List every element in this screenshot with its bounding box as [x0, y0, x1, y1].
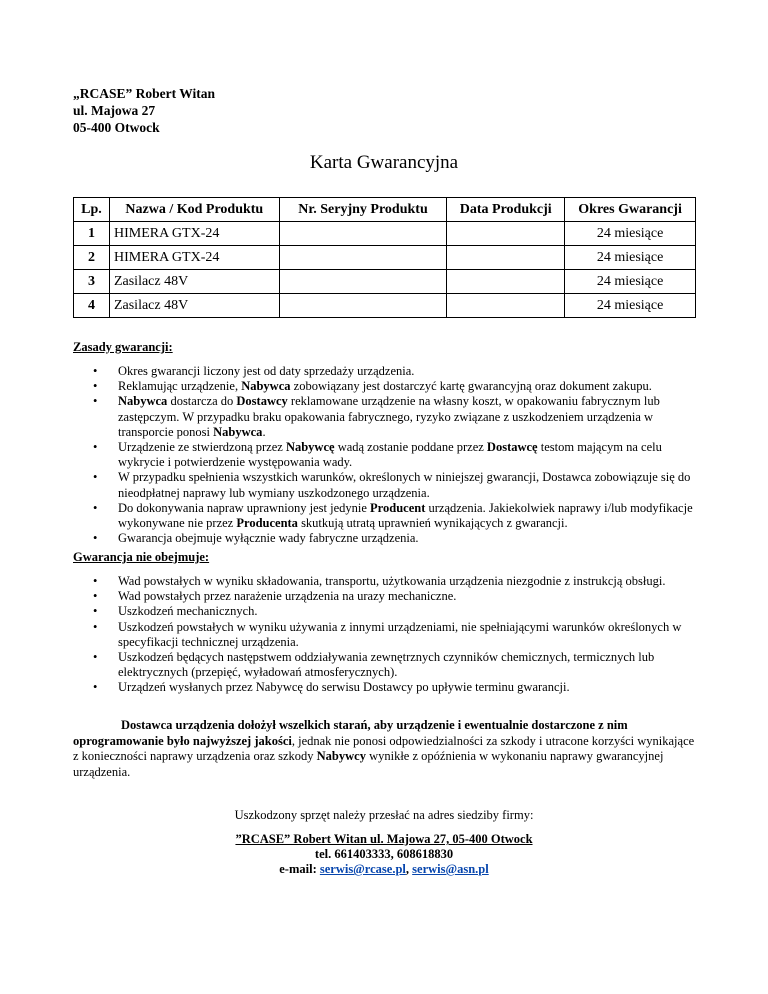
bullet-icon: •: [93, 440, 98, 455]
service-email-line: [0, 862, 768, 877]
row-product-name: Zasilacz 48V: [109, 294, 279, 318]
bullet-icon: •: [93, 470, 98, 485]
list-item: • Uszkodzeń powstałych w wyniku używania z innymi urządzeniami, nie spełniającymi warunków określonych w specyfikacji technicznej urządzenia.: [93, 619, 682, 649]
table-row: [74, 222, 696, 246]
shipping-note: Uszkodzony sprzęt należy przesłać na adres siedziby firmy:: [234, 808, 534, 822]
list-item: • Do dokonywania napraw uprawniony jest jedynie Producent urządzenia. Jakiekolwiek naprawy i/lub modyfikacje wykonywane nie przez Producenta skutkują utratą uprawnień wynikających z gwarancji.: [93, 500, 693, 531]
bullet-icon: •: [93, 680, 98, 695]
rules-list: [73, 364, 703, 546]
row-production-date: [447, 222, 565, 246]
email-separator: ,: [405, 862, 413, 876]
bullet-icon: •: [93, 604, 98, 619]
table-header-row: [74, 198, 696, 222]
row-warranty-period: 24 miesiące: [565, 270, 696, 294]
row-lp: 3: [74, 270, 110, 294]
bullet-icon: •: [93, 500, 98, 515]
bullet-icon: •: [93, 589, 98, 604]
list-item: • Okres gwarancji liczony jest od daty sprzedaży urządzenia.: [93, 364, 415, 378]
rules-heading: Zasady gwarancji:: [73, 340, 173, 354]
bullet-icon: •: [93, 650, 98, 665]
row-serial-number: [279, 270, 447, 294]
bullet-icon: •: [93, 531, 98, 546]
table-row: [74, 270, 696, 294]
list-item: • Uszkodzeń mechanicznych.: [93, 604, 258, 619]
email-link-asn[interactable]: serwis@asn.pl: [412, 862, 489, 876]
warranty-table: [73, 197, 696, 318]
list-item: • Reklamując urządzenie, Nabywca zobowiązany jest dostarczyć kartę gwarancyjną oraz dokument zakupu.: [93, 379, 652, 394]
service-phone: tel. 661403333, 608618830: [314, 847, 454, 861]
list-item: • Urządzenie ze stwierdzoną przez Nabywcę wadą zostanie poddane przez Dostawcę testom mającym na celu wykrycie i potwierdzenie występowania wady.: [93, 440, 662, 470]
bullet-icon: •: [93, 364, 98, 378]
row-production-date: [447, 270, 565, 294]
list-item: • Nabywca dostarcza do Dostawcy reklamowane urządzenie na własny koszt, w opakowaniu fabrycznym lub zastępczym. W przypadku braku opakowania fabrycznego, ryzyko związane z uszkodzeniem urządzenia w transporcie ponosi Nabywca.: [93, 394, 660, 439]
sender-street: ul. Majowa 27: [73, 103, 156, 118]
header-production-date: Data Produkcji: [447, 198, 565, 222]
row-product-name: Zasilacz 48V: [109, 270, 279, 294]
list-item: • Wad powstałych przez narażenie urządzenia na urazy mechaniczne.: [93, 589, 457, 604]
email-link-rcase[interactable]: serwis@rcase.pl: [319, 862, 406, 876]
bullet-icon: •: [93, 574, 98, 588]
header-product-name: Nazwa / Kod Produktu: [109, 198, 279, 222]
table-row: [74, 246, 696, 270]
disclaimer-buyer: Nabywcy: [316, 749, 366, 763]
list-item: • W przypadku spełnienia wszystkich warunków, określonych w niniejszej gwarancji, Dostawca zobowiązuje się do nieodpłatnej naprawy lub wymiany uszkodzonego urządzenia.: [93, 470, 691, 500]
row-serial-number: [279, 246, 447, 270]
header-lp: Lp.: [74, 198, 110, 222]
row-lp: 1: [74, 222, 110, 246]
service-contact: [0, 832, 768, 877]
exclusions-heading: Gwarancja nie obejmuje:: [73, 550, 210, 564]
row-product-name: HIMERA GTX-24: [109, 246, 279, 270]
row-warranty-period: 24 miesiące: [565, 294, 696, 318]
sender-address: [73, 85, 215, 136]
liability-disclaimer: [73, 718, 698, 780]
row-serial-number: [279, 222, 447, 246]
list-item: • Wad powstałych w wyniku składowania, transportu, użytkowania urządzenia niezgodnie z instrukcją obsługi.: [93, 574, 666, 588]
disclaimer-middle: , jednak nie ponosi odpowiedzialności za szkody i utracone korzyści wynikające z konieczności naprawy urządzenia oraz szkody: [73, 733, 695, 763]
row-production-date: [447, 294, 565, 318]
service-address: ”RCASE” Robert Witan ul. Majowa 27, 05-400 Otwock: [235, 832, 533, 846]
row-warranty-period: 24 miesiące: [565, 246, 696, 270]
row-lp: 4: [74, 294, 110, 318]
row-production-date: [447, 246, 565, 270]
exclusions-list: [73, 574, 703, 696]
bullet-icon: •: [93, 394, 98, 409]
list-item: • Gwarancja obejmuje wyłącznie wady fabryczne urządzenia.: [93, 531, 419, 546]
sender-city: 05-400 Otwock: [73, 120, 160, 135]
header-serial-number: Nr. Seryjny Produktu: [279, 198, 447, 222]
row-lp: 2: [74, 246, 110, 270]
row-warranty-period: 24 miesiące: [565, 222, 696, 246]
disclaimer-end: wynikłe z opóźnienia w wykonaniu naprawy gwarancyjnej urządzenia.: [73, 749, 664, 779]
email-label: e-mail:: [279, 862, 320, 876]
bullet-icon: •: [93, 379, 98, 394]
list-item: • Uszkodzeń będących następstwem oddziaływania zewnętrznych czynników chemicznych, termicznych lub elektrycznych (przepięć, wyładowań atmosferycznych).: [93, 650, 655, 680]
document-title: Karta Gwarancyjna: [309, 152, 459, 173]
sender-name: „RCASE” Robert Witan: [73, 86, 216, 101]
row-serial-number: [279, 294, 447, 318]
disclaimer-bold: Dostawca urządzenia dołożył wszelkich starań, aby urządzenie i ewentualnie dostarczone z nim oprogramowanie było najwyższej jakości: [73, 718, 628, 748]
bullet-icon: •: [93, 619, 98, 634]
list-item: • Urządzeń wysłanych przez Nabywcę do serwisu Dostawcy po upływie terminu gwarancji.: [93, 680, 570, 695]
table-row: [74, 294, 696, 318]
header-warranty-period: Okres Gwarancji: [565, 198, 696, 222]
row-product-name: HIMERA GTX-24: [109, 222, 279, 246]
